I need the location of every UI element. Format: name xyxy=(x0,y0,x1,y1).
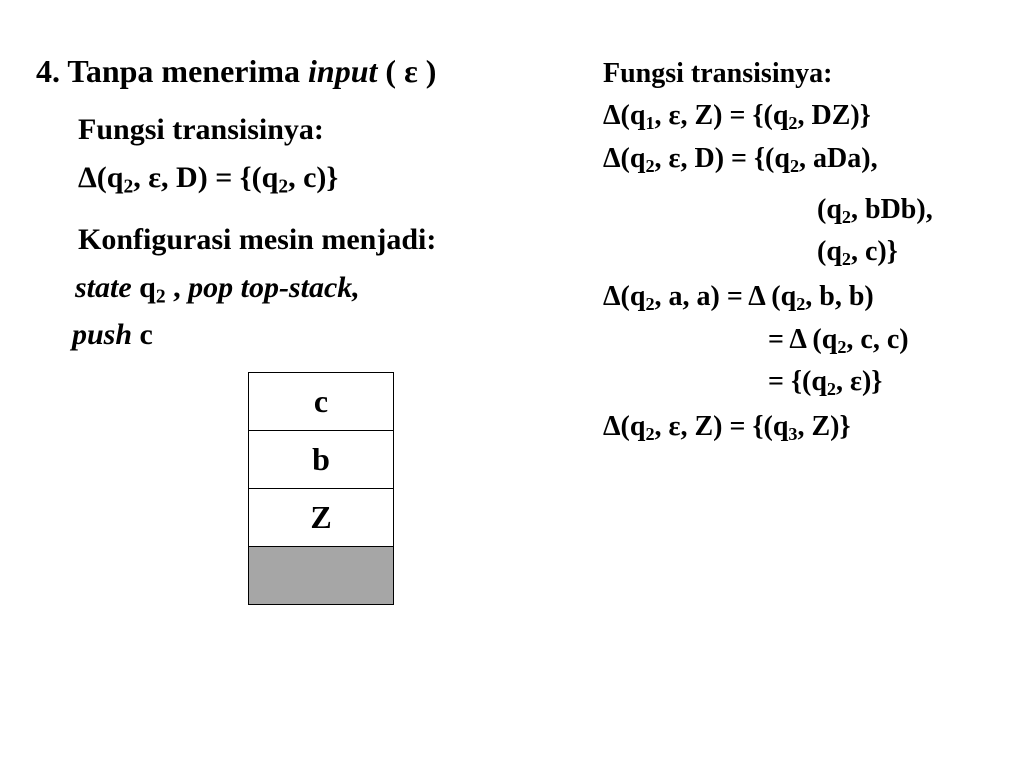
eq-subscript: 2 xyxy=(645,156,655,177)
konfigurasi-line-push xyxy=(72,320,153,350)
eq-part: , c, c) xyxy=(846,324,909,355)
left-transition-equation xyxy=(78,161,339,198)
eq-part: , b, b) xyxy=(805,281,874,312)
heading-suffix: ( ε ) xyxy=(377,53,437,89)
state-separator: , xyxy=(165,271,189,304)
right-transition-continuation xyxy=(768,366,883,400)
eq-part: , ε, D) = {(q xyxy=(654,143,790,174)
eq-part: Δ(q xyxy=(603,143,646,174)
eq-subscript: 2 xyxy=(788,113,798,134)
stack-cell-top: c xyxy=(248,372,394,430)
eq-part: Δ(q xyxy=(78,161,124,194)
state-word: state xyxy=(75,271,132,304)
right-transition-continuation xyxy=(768,324,909,358)
state-subscript: 2 xyxy=(155,286,166,308)
right-fungsi-label: Fungsi transisinya: xyxy=(603,58,833,89)
eq-subscript: 2 xyxy=(826,379,836,400)
eq-part: , ε, Z) = {(q xyxy=(654,100,789,131)
left-fungsi-label: Fungsi transisinya: xyxy=(78,113,324,146)
eq-part: = Δ (q xyxy=(768,324,838,355)
konfigurasi-label: Konfigurasi mesin menjadi: xyxy=(78,223,437,256)
eq-part: , c)} xyxy=(288,161,339,194)
stack-cell: b xyxy=(248,430,394,488)
stack-cell: Z xyxy=(248,488,394,546)
right-transition-line xyxy=(603,100,871,134)
eq-subscript: 2 xyxy=(841,249,851,270)
eq-part: , ε, D) = {(q xyxy=(133,161,279,194)
right-transition-continuation xyxy=(817,194,933,228)
eq-part: , c)} xyxy=(851,236,898,267)
eq-part: , Z)} xyxy=(797,411,851,442)
konfigurasi-line-state xyxy=(75,271,360,308)
push-symbol: c xyxy=(132,318,153,351)
eq-part: Δ(q xyxy=(603,281,646,312)
eq-part: , ε)} xyxy=(835,366,883,397)
eq-part: Δ(q xyxy=(603,100,646,131)
eq-part: , ε, Z) = {(q xyxy=(654,411,789,442)
heading-italic-input: input xyxy=(308,53,378,89)
stack-cell-bottom-shaded xyxy=(248,546,394,605)
right-transition-line xyxy=(603,411,851,445)
eq-subscript: 2 xyxy=(645,294,655,315)
eq-part: , DZ)} xyxy=(797,100,871,131)
right-transition-line xyxy=(603,281,874,315)
eq-part: (q xyxy=(817,236,842,267)
eq-part: , aDa), xyxy=(799,143,878,174)
slide-heading xyxy=(36,55,436,87)
eq-subscript: 2 xyxy=(841,207,851,228)
eq-part: , bDb), xyxy=(851,194,933,225)
pop-top-stack: pop top-stack, xyxy=(188,271,360,304)
eq-part: , a, a) = Δ (q xyxy=(654,281,797,312)
state-q: q xyxy=(131,271,156,304)
right-transition-continuation xyxy=(817,236,898,270)
right-transition-line xyxy=(603,143,878,177)
eq-subscript: 2 xyxy=(123,176,134,198)
eq-part: = {(q xyxy=(768,366,827,397)
stack-diagram xyxy=(248,372,394,605)
eq-subscript: 1 xyxy=(645,113,655,134)
eq-subscript: 2 xyxy=(837,337,847,358)
eq-part: Δ(q xyxy=(603,411,646,442)
eq-subscript: 2 xyxy=(789,156,800,177)
eq-subscript: 2 xyxy=(796,294,806,315)
eq-part: (q xyxy=(817,194,842,225)
eq-subscript: 2 xyxy=(278,176,289,198)
heading-prefix: 4. Tanpa menerima xyxy=(36,53,309,89)
eq-subscript: 3 xyxy=(788,424,798,445)
push-word: push xyxy=(72,318,133,351)
eq-subscript: 2 xyxy=(645,424,655,445)
